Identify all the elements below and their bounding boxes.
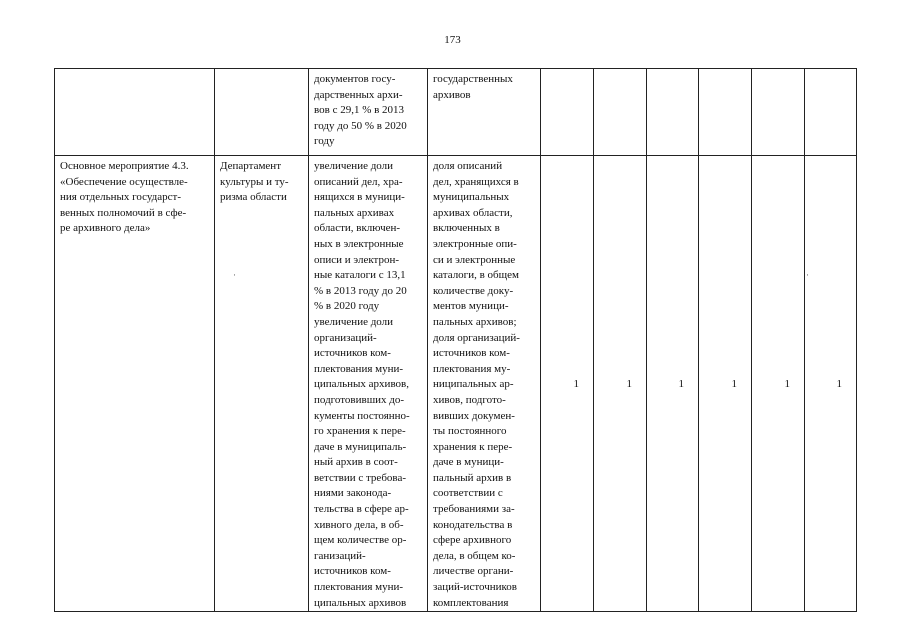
value-cell: 1 — [752, 156, 805, 612]
table-row — [55, 69, 857, 156]
scan-speck: · — [806, 270, 809, 280]
executor-cell — [215, 69, 309, 156]
value-cell — [805, 69, 857, 156]
table-row — [55, 156, 857, 612]
value-cell: 1 — [805, 156, 857, 612]
program-events-table — [54, 68, 857, 612]
value-cell: 1 — [647, 156, 699, 612]
value-cell — [647, 69, 699, 156]
value-cell — [594, 69, 647, 156]
page-number: 173 — [444, 34, 461, 46]
value-cell: 1 — [594, 156, 647, 612]
result-cell: увеличение доли описаний дел, хра- нящихся в муници- пальных архивах области, включен- ных в электронные описи и электрон- ные каталоги с 13,1 % в 2013 году до 20 % в 2020 году увеличение доли организаций- источников ком- плектования муни- ципальных архивов, подготовивших до- кументы постоянно- го хранения к пере- даче в муниципаль- ный архив в соот- ветствии с требова- ниями законода- тельства в сфере ар- хивного дела, в об- щем количестве ор- ганизаций- источников ком- плектования муни- ципальных архивов — [309, 156, 428, 612]
value-cell — [541, 69, 594, 156]
value-cell: 1 — [541, 156, 594, 612]
value-cell: 1 — [699, 156, 752, 612]
value-cell — [752, 69, 805, 156]
event-cell — [55, 69, 215, 156]
event-cell: Основное мероприятие 4.3. «Обеспечение осуществле- ния отдельных государст- венных полномочий в сфе- ре архивного дела» — [55, 156, 215, 612]
value-cell — [699, 69, 752, 156]
scan-speck: · — [233, 270, 236, 280]
executor-cell: Департамент культуры и ту- ризма области — [215, 156, 309, 612]
indicator-cell: доля описаний дел, хранящихся в муниципальных архивах области, включенных в электронные опи- си и электронные каталоги, в общем количестве доку- ментов муници- пальных архивов; доля организаций- источников ком- плектования му- ниципальных ар- хивов, подгото- вивших докумен- ты постоянного хранения к пере- даче в муници- пальный архив в соответствии с требованиями за- конодательства в сфере архивного дела, в общем ко- личестве органи- заций-источников комплектования — [428, 156, 541, 612]
result-cell: документов госу- дарственных архи- вов с 29,1 % в 2013 году до 50 % в 2020 году — [309, 69, 428, 156]
indicator-cell: государственных архивов — [428, 69, 541, 156]
